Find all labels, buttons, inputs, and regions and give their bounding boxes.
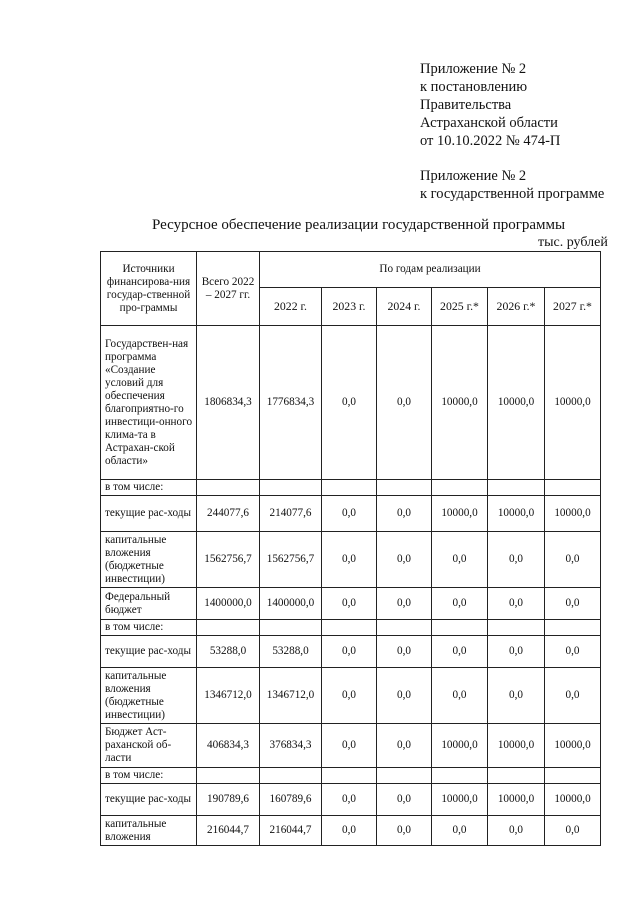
- table-cell: [545, 480, 601, 496]
- table-cell: [322, 480, 377, 496]
- unit-label: тыс. рублей: [538, 235, 608, 250]
- table-cell: 1562756,7: [260, 532, 322, 588]
- header-line: Астраханской области: [420, 115, 558, 131]
- table-cell: 0,0: [322, 724, 377, 768]
- table-cell: 10000,0: [545, 496, 601, 532]
- table-cell: 10000,0: [545, 326, 601, 480]
- table-cell: 1346712,0: [260, 668, 322, 724]
- table-cell: [432, 620, 488, 636]
- row-label: текущие рас-ходы: [101, 496, 197, 532]
- table-cell: [260, 768, 322, 784]
- table-cell: 160789,6: [260, 784, 322, 816]
- col-header-year: 2022 г.: [260, 288, 322, 326]
- table-cell: 0,0: [432, 636, 488, 668]
- table-cell: 0,0: [488, 532, 545, 588]
- table-cell: [432, 768, 488, 784]
- table-cell: [545, 620, 601, 636]
- col-header-by-years: По годам реализации: [260, 252, 601, 288]
- table-cell: 0,0: [322, 668, 377, 724]
- row-label: капитальные вложения (бюджетные инвестиции): [101, 668, 197, 724]
- table-cell: [432, 480, 488, 496]
- col-header-total: Всего 2022 – 2027 гг.: [197, 252, 260, 326]
- row-label: в том числе:: [101, 620, 197, 636]
- table-row: [101, 496, 601, 532]
- table-cell: 190789,6: [197, 784, 260, 816]
- table-row: [101, 326, 601, 480]
- table-cell: 0,0: [545, 668, 601, 724]
- table-cell: 10000,0: [545, 724, 601, 768]
- table-row: [101, 784, 601, 816]
- header-line: Приложение № 2: [420, 61, 527, 77]
- col-header-year: 2023 г.: [322, 288, 377, 326]
- table-cell: 10000,0: [432, 724, 488, 768]
- table-cell: 0,0: [377, 668, 432, 724]
- table-cell: 0,0: [377, 816, 432, 846]
- table-cell: 1400000,0: [260, 588, 322, 620]
- row-label: текущие рас-ходы: [101, 636, 197, 668]
- table-cell: 216044,7: [197, 816, 260, 846]
- resource-table-wrap: [100, 251, 601, 846]
- table-cell: 10000,0: [488, 724, 545, 768]
- col-header-source: Источники финансирова-ния государ-ственной про-граммы: [101, 252, 197, 326]
- table-cell: 0,0: [377, 588, 432, 620]
- table-cell: 1562756,7: [197, 532, 260, 588]
- table-cell: 0,0: [377, 326, 432, 480]
- row-label: Государствен-ная программа «Создание условий для обеспечения благоприятно-го инвестици-онного клима-та в Астрахан-ской области»: [101, 326, 197, 480]
- approval-header: [420, 60, 604, 203]
- table-cell: 0,0: [322, 588, 377, 620]
- table-cell: 0,0: [488, 636, 545, 668]
- table-cell: 0,0: [545, 532, 601, 588]
- table-cell: [197, 768, 260, 784]
- table-row: [101, 480, 601, 496]
- table-cell: [197, 480, 260, 496]
- table-cell: 10000,0: [432, 326, 488, 480]
- table-cell: 0,0: [377, 496, 432, 532]
- table-cell: 10000,0: [545, 784, 601, 816]
- table-cell: [377, 480, 432, 496]
- table-cell: 10000,0: [488, 784, 545, 816]
- table-cell: 0,0: [377, 636, 432, 668]
- table-cell: 0,0: [488, 668, 545, 724]
- table-cell: 0,0: [545, 816, 601, 846]
- table-row: [101, 636, 601, 668]
- table-cell: [545, 768, 601, 784]
- table-cell: [488, 620, 545, 636]
- resource-table: [100, 251, 601, 846]
- table-cell: 10000,0: [432, 784, 488, 816]
- table-cell: 1806834,3: [197, 326, 260, 480]
- table-row: [101, 768, 601, 784]
- table-cell: 0,0: [377, 784, 432, 816]
- table-cell: 0,0: [322, 636, 377, 668]
- table-cell: 53288,0: [260, 636, 322, 668]
- header-line: к постановлению: [420, 79, 528, 95]
- table-cell: 244077,6: [197, 496, 260, 532]
- header-line: от 10.10.2022 № 474-П: [420, 133, 561, 149]
- table-row: [101, 620, 601, 636]
- row-label: капитальные вложения: [101, 816, 197, 846]
- table-cell: 0,0: [377, 724, 432, 768]
- table-cell: 0,0: [432, 532, 488, 588]
- row-label: Федеральный бюджет: [101, 588, 197, 620]
- table-cell: 0,0: [488, 588, 545, 620]
- table-cell: [488, 480, 545, 496]
- table-cell: 10000,0: [488, 496, 545, 532]
- table-cell: 0,0: [488, 816, 545, 846]
- table-cell: 0,0: [432, 588, 488, 620]
- table-cell: 0,0: [322, 784, 377, 816]
- table-cell: [377, 768, 432, 784]
- table-cell: 216044,7: [260, 816, 322, 846]
- table-cell: [260, 620, 322, 636]
- table-cell: 376834,3: [260, 724, 322, 768]
- row-label: Бюджет Аст-раханской об-ласти: [101, 724, 197, 768]
- table-cell: 0,0: [432, 668, 488, 724]
- col-header-year: 2024 г.: [377, 288, 432, 326]
- row-label: в том числе:: [101, 480, 197, 496]
- table-cell: 0,0: [432, 816, 488, 846]
- table-cell: 0,0: [322, 326, 377, 480]
- table-cell: 406834,3: [197, 724, 260, 768]
- table-row: [101, 668, 601, 724]
- table-cell: 10000,0: [432, 496, 488, 532]
- col-header-year: 2027 г.*: [545, 288, 601, 326]
- table-cell: 1346712,0: [197, 668, 260, 724]
- table-cell: 0,0: [545, 636, 601, 668]
- table-cell: 0,0: [322, 532, 377, 588]
- table-cell: 1400000,0: [197, 588, 260, 620]
- col-header-year: 2025 г.*: [432, 288, 488, 326]
- table-cell: [197, 620, 260, 636]
- table-row: [101, 816, 601, 846]
- document-title: Ресурсное обеспечение реализации государственной программы: [152, 217, 566, 233]
- table-cell: 0,0: [322, 816, 377, 846]
- table-cell: [488, 768, 545, 784]
- table-cell: 53288,0: [197, 636, 260, 668]
- table-cell: [260, 480, 322, 496]
- col-header-year: 2026 г.*: [488, 288, 545, 326]
- header-line: Правительства: [420, 97, 512, 113]
- table-cell: [322, 620, 377, 636]
- row-label: капитальные вложения (бюджетные инвестиции): [101, 532, 197, 588]
- table-cell: 0,0: [545, 588, 601, 620]
- table-cell: 1776834,3: [260, 326, 322, 480]
- table-cell: [377, 620, 432, 636]
- table-cell: [322, 768, 377, 784]
- row-label: в том числе:: [101, 768, 197, 784]
- table-row: [101, 724, 601, 768]
- table-cell: 214077,6: [260, 496, 322, 532]
- header-line: Приложение № 2: [420, 168, 527, 184]
- table-row: [101, 532, 601, 588]
- table-cell: 0,0: [377, 532, 432, 588]
- table-cell: 10000,0: [488, 326, 545, 480]
- table-cell: 0,0: [322, 496, 377, 532]
- row-label: текущие рас-ходы: [101, 784, 197, 816]
- table-row: [101, 588, 601, 620]
- header-line: к государственной программе: [420, 186, 605, 202]
